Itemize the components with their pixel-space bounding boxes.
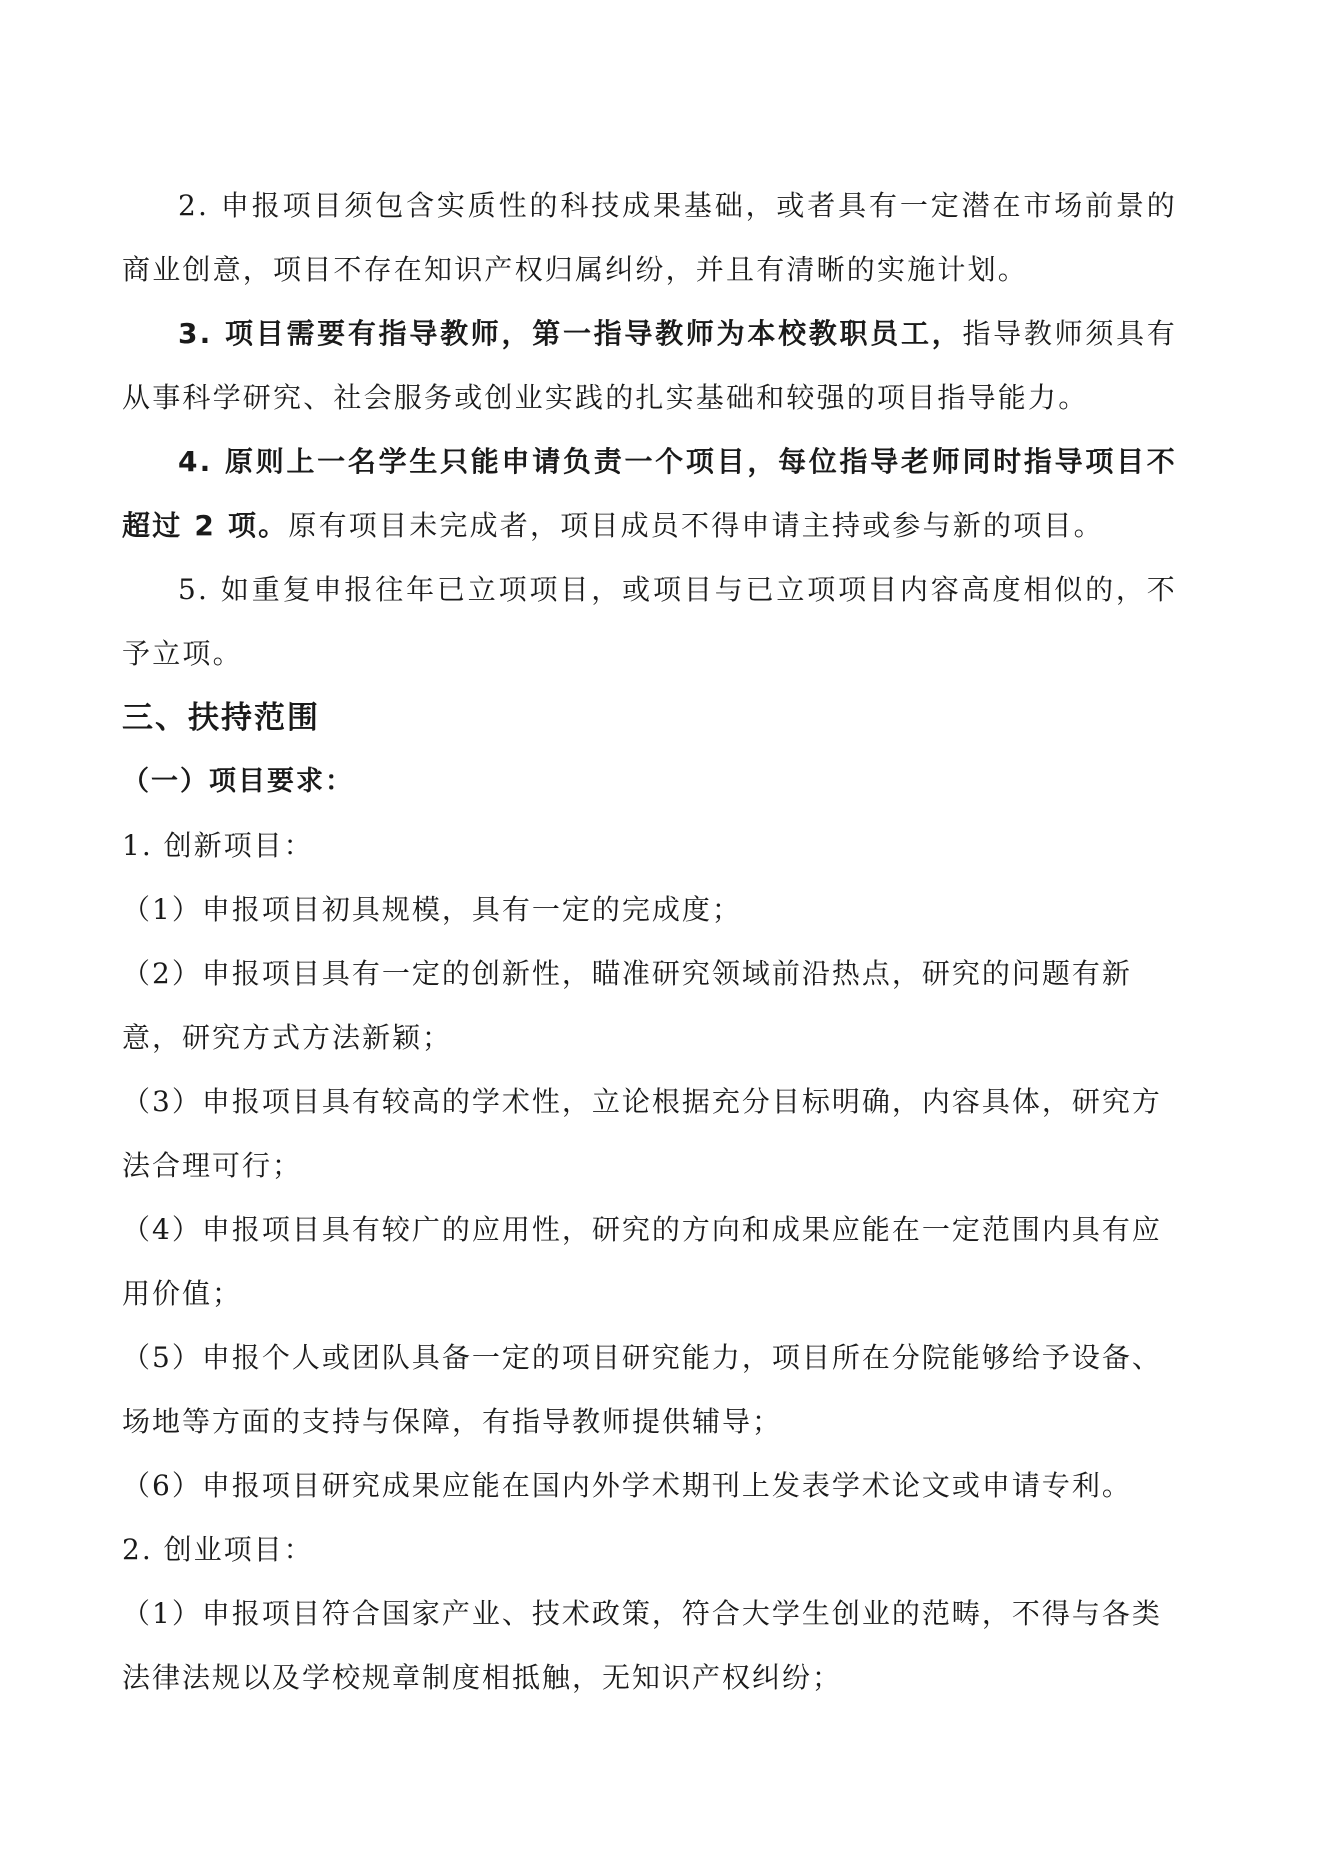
paragraph-3-emphasis: 3. 项目需要有指导教师，第一指导教师为本校教职员工， xyxy=(178,317,963,350)
paragraph-4 xyxy=(122,430,1177,558)
paragraph-5: 5. 如重复申报往年已立项项目，或项目与已立项项目内容高度相似的，不予立项。 xyxy=(122,573,1177,670)
paragraph-4-text: 原有项目未完成者，项目成员不得申请主持或参与新的项目。 xyxy=(288,509,1104,542)
subsection-heading: （一）项目要求： xyxy=(122,766,354,797)
startup-item: （1）申报项目符合国家产业、技术政策，符合大学生创业的范畴，不得与各类法律法规以及学校规章制度相抵触，无知识产权纠纷； xyxy=(122,1597,1162,1694)
innovation-heading: 1. 创新项目： xyxy=(122,829,314,862)
section-heading: 三、扶持范围 xyxy=(122,700,320,736)
paragraph-4-emphasis: 4. 原则上一名学生只能申请负责一个项目，每位指导老师同时指导项目不超过 2 项。 xyxy=(122,445,1177,542)
innovation-item: （2）申报项目具有一定的创新性，瞄准研究领域前沿热点，研究的问题有新意，研究方式方法新颖； xyxy=(122,957,1132,1054)
innovation-item: （5）申报个人或团队具备一定的项目研究能力，项目所在分院能够给予设备、场地等方面的支持与保障，有指导教师提供辅导； xyxy=(122,1341,1162,1438)
innovation-item: （1）申报项目初具规模，具有一定的完成度； xyxy=(122,893,742,926)
paragraph-3 xyxy=(122,302,1177,430)
innovation-item: （6）申报项目研究成果应能在国内外学术期刊上发表学术论文或申请专利。 xyxy=(122,1469,1132,1502)
startup-heading: 2. 创业项目： xyxy=(122,1533,314,1566)
innovation-item: （3）申报项目具有较高的学术性，立论根据充分目标明确，内容具体，研究方法合理可行； xyxy=(122,1085,1162,1182)
innovation-item: （4）申报项目具有较广的应用性，研究的方向和成果应能在一定范围内具有应用价值； xyxy=(122,1213,1162,1310)
paragraph-3-text: 指导教师须具有从事科学研究、社会服务或创业实践的扎实基础和较强的项目指导能力。 xyxy=(122,317,1177,414)
paragraph-2: 2. 申报项目须包含实质性的科技成果基础，或者具有一定潜在市场前景的商业创意，项目不存在知识产权归属纠纷，并且有清晰的实施计划。 xyxy=(122,189,1177,286)
document-body xyxy=(122,174,1177,1710)
